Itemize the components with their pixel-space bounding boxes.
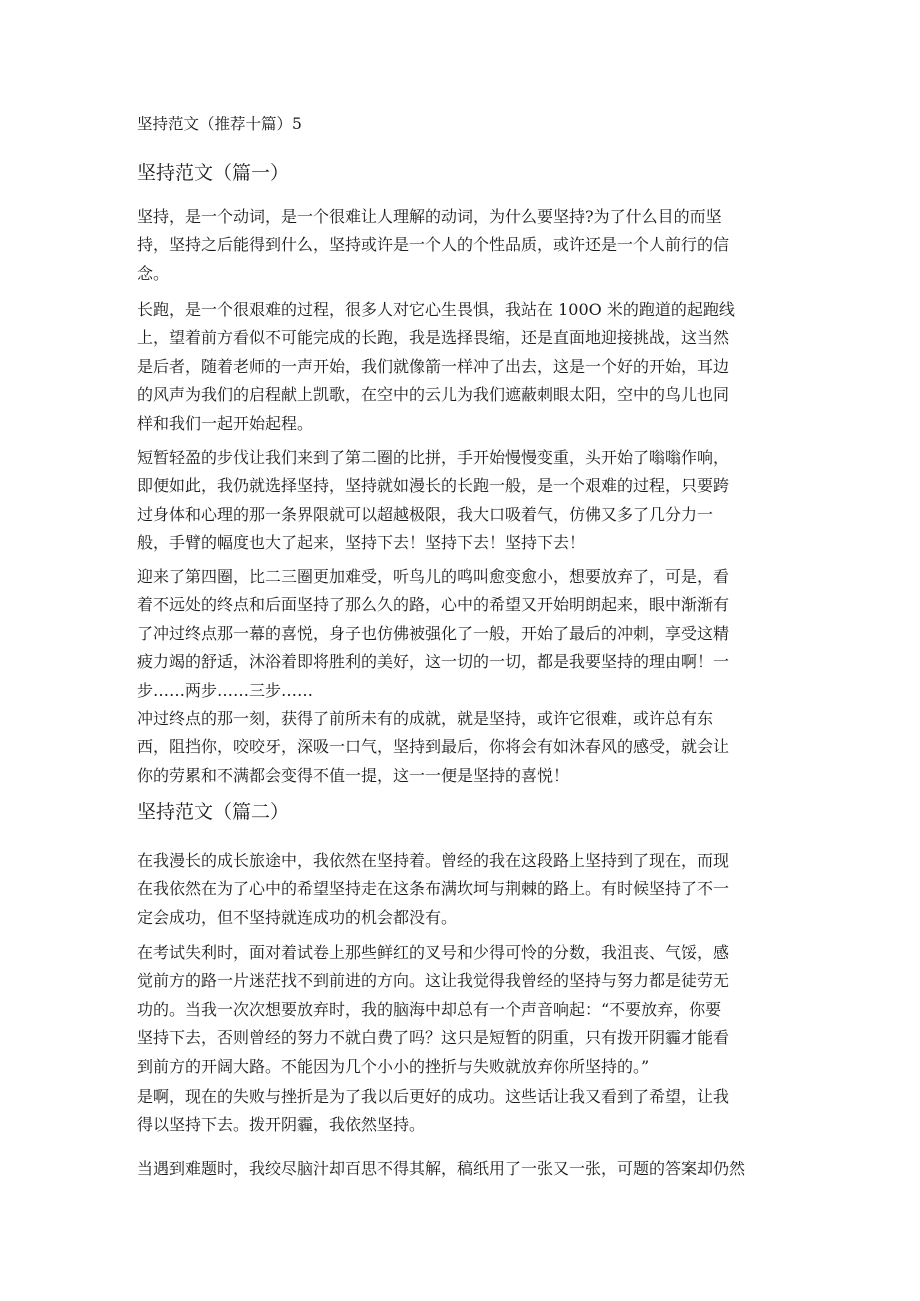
text-line: 冲过终点的那一刻，获得了前所未有的成就，就是坚持，或许它很难，或许总有东 — [137, 709, 714, 728]
text-line: 念。 — [137, 263, 170, 283]
paragraph — [137, 939, 787, 1081]
text-line: 觉前方的路一片迷茫找不到前进的方向。这让我觉得我曾经的坚持与努力都是徒劳无 — [137, 971, 730, 991]
paragraph — [137, 563, 787, 705]
text-line: 坚持下去，否则曾经的努力不就白费了吗？这只是短暂的阴重，只有拨开阴霾才能看 — [137, 1028, 730, 1048]
text-line: 般，手臂的幅度也大了起来，坚持下去！坚持下去！坚持下去！ — [137, 533, 586, 553]
text-line: 着不远处的终点和后面坚持了那么久的路，心中的希望又开始明朗起来，眼中渐渐有 — [137, 595, 730, 615]
text-line: 得以坚持下去。拨开阴霾，我依然坚持。 — [137, 1115, 426, 1135]
text-line: 上，望着前方看似不可能完成的长跑，我是选择畏缩，还是直面地迎接挑战，这当然 — [137, 328, 730, 348]
text-line: 的风声为我们的启程献上凯歌，在空中的云儿为我们遮蔽刺眼太阳，空中的鸟儿也同 — [137, 385, 730, 405]
text-line: 长跑，是一个很艰难的过程，很多人对它心生畏惧，我站在 100O 米的跑道的起跑线 — [137, 300, 735, 319]
document-title: 坚持范文（推荐十篇）5 — [137, 115, 302, 133]
section-heading-2: 坚持范文（篇二） — [137, 801, 290, 823]
text-line: 迎来了第四圈，比二三圈更加难受，听鸟儿的鸣叫愈变愈小，想要放弃了，可是，看 — [137, 567, 730, 586]
text-line: 功的。当我一次次想要放弃时，我的脑海中却总有一个声音响起：“不要放弃，你要 — [137, 999, 722, 1019]
section-heading-1: 坚持范文（篇一） — [137, 162, 290, 184]
text-line: 在我漫长的成长旅途中，我依然在坚持着。曾经的我在这段路上坚持到了现在，而现 — [137, 851, 730, 870]
text-line: 坚持，是一个动词，是一个很难让人理解的动词，为什么要坚持?为了什么目的而坚 — [137, 207, 722, 226]
text-line: 西，阻挡你，咬咬牙，深吸一口气，坚持到最后，你将会有如沐春风的感受，就会让 — [137, 737, 730, 757]
text-line: 到前方的开阔大路。不能因为几个小小的挫折与失败就放弃你所坚持的。” — [137, 1056, 650, 1076]
paragraph — [137, 444, 787, 558]
text-line: 短暂轻盈的步伐让我们来到了第二圈的比拼，手开始慢慢变重，头开始了嗡嗡作响， — [137, 448, 730, 467]
paragraph — [137, 203, 787, 288]
text-line: 是啊，现在的失败与挫折是为了我以后更好的成功。这些话让我又看到了希望，让我 — [137, 1087, 730, 1106]
paragraph — [137, 705, 787, 790]
text-line: 样和我们一起开始起程。 — [137, 413, 314, 433]
text-line: 在考试失利时，面对着试卷上那些鲜红的叉号和少得可怜的分数，我沮丧、气馁，感 — [137, 943, 730, 962]
text-line: 定会成功，但不坚持就连成功的机会都没有。 — [137, 907, 458, 927]
text-line: 过身体和心理的那一条界限就可以超越极限，我大口吸着气，仿佛又多了几分力一 — [137, 504, 714, 524]
paragraph — [137, 296, 787, 438]
text-line: 即便如此，我仍就选择坚持，坚持就如漫长的长跑一般，是一个艰难的过程，只要跨 — [137, 476, 730, 496]
text-line: 了冲过终点那一幕的喜悦，身子也仿佛被强化了一般，开始了最后的冲刺，享受这精 — [137, 623, 730, 643]
text-line: 你的劳累和不满都会变得不值一提，这一一便是坚持的喜悦！ — [137, 765, 570, 785]
text-line: 当遇到难题时，我绞尽脑汁却百思不得其解，稿纸用了一张又一张，可题的答案却仍然 — [137, 1159, 746, 1178]
paragraph — [137, 1155, 787, 1183]
paragraph — [137, 1083, 787, 1140]
text-line: 在我依然在为了心中的希望坚持走在这条布满坎坷与荆棘的路上。有时候坚持了不一 — [137, 879, 730, 899]
paragraph — [137, 847, 787, 932]
text-line: 持，坚持之后能得到什么，坚持或许是一个人的个性品质，或许还是一个人前行的信 — [137, 235, 730, 255]
text-line: 是后者，随着老师的一声开始，我们就像箭一样冲了出去，这是一个好的开始，耳边 — [137, 356, 730, 376]
text-line: 步……两步……三步…… — [137, 680, 314, 700]
text-line: 疲力竭的舒适，沐浴着即将胜利的美好，这一切的一切，都是我要坚持的理由啊！一 — [137, 652, 730, 672]
